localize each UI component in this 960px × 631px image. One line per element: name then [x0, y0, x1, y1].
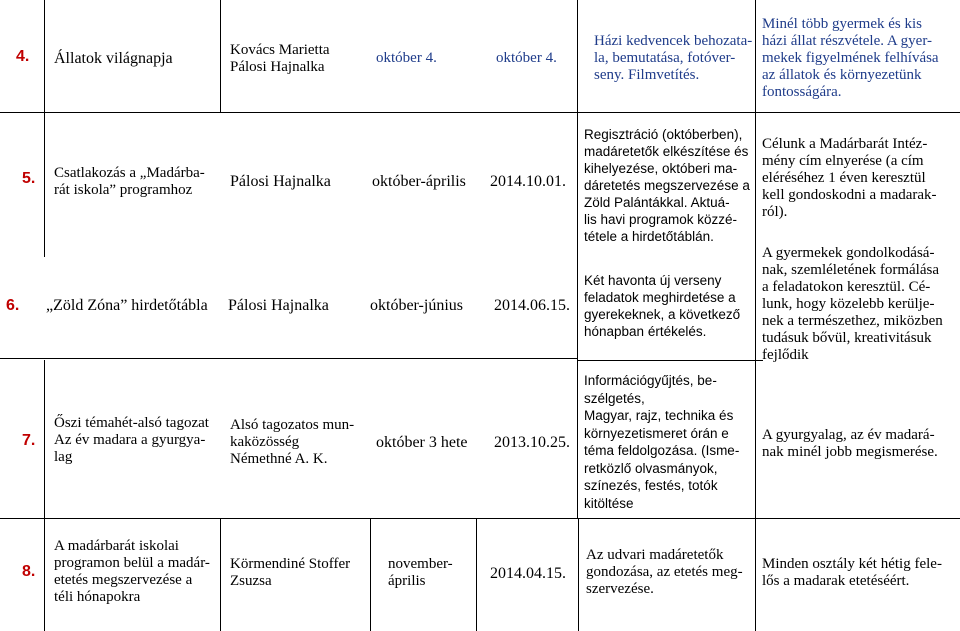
- goal: A gyermekek gondolkodásá- nak, szemléletének formálása a feladatokon keresztül. Cé- lunk, hogy közelebb kerülje- nek a természethez, miközben tudásuk bővül, kreativitásuk fejlődik: [762, 245, 943, 363]
- column-divider: [44, 360, 45, 631]
- owner: Pálosi Hajnalka: [228, 297, 329, 314]
- column-divider: [578, 518, 579, 631]
- column-divider: [755, 518, 756, 631]
- column-divider: [755, 0, 756, 518]
- owner: Körmendiné Stoffer Zsuzsa: [230, 556, 351, 589]
- date: 2014.10.01.: [490, 173, 566, 190]
- row-number: 8.: [22, 563, 36, 580]
- column-divider: [220, 0, 221, 112]
- date: 2013.10.25.: [494, 434, 570, 451]
- row-divider: [0, 112, 960, 113]
- program-title: Állatok világnapja: [54, 50, 173, 67]
- activity: Két havonta új verseny feladatok meghirdetése a gyerekeknek, a következő hónapban értékelés.: [584, 273, 741, 339]
- owner: Pálosi Hajnalka: [230, 173, 331, 190]
- row-number: 4.: [16, 48, 30, 65]
- row-number: 7.: [22, 432, 36, 449]
- row-divider: [0, 518, 960, 519]
- goal: A gyurgyalag, az év madará- nak minél jobb megismerése.: [762, 427, 938, 460]
- activity: Regisztráció (októberben), madáretetők elkészítése és kihelyezése, októberi ma- dáretetés megszervezése a Zöld Palántákkal. Aktuá- lis havi programok közzé- tétele a hirdetőtáblán.: [584, 127, 750, 244]
- program-title: „Zöld Zóna” hirdetőtábla: [46, 297, 208, 314]
- table-row: [0, 360, 960, 518]
- goal: Célunk a Madárbarát Intéz- mény cím elnyerése (a cím eléréséhez 1 éven keresztül kell gondoskodni a madarak- ról).: [762, 136, 937, 220]
- column-divider: [476, 518, 477, 631]
- date: október 4.: [496, 50, 557, 66]
- table-row: [0, 112, 960, 257]
- activity: Házi kedvencek behozata- la, bemutatása, fotóver- seny. Filmvetítés.: [594, 33, 753, 83]
- column-divider: [370, 518, 371, 631]
- date: 2014.04.15.: [490, 565, 566, 582]
- column-divider: [577, 0, 578, 518]
- period: október 4.: [376, 50, 437, 66]
- row-number: 6.: [6, 297, 20, 314]
- goal: Minden osztály két hétig fele- lős a madarak etetéséért.: [762, 556, 942, 589]
- period: október-június: [370, 297, 463, 314]
- table-row: [0, 0, 960, 112]
- column-divider: [220, 518, 221, 631]
- table-row: [0, 518, 960, 631]
- table-row: [0, 245, 960, 363]
- goal: Minél több gyermek és kis házi állat részvétele. A gyer- mekek figyelmének felhívása az állatok és környezetünk fontosságára.: [762, 16, 939, 100]
- row-divider: [0, 358, 577, 359]
- program-title: A madárbarát iskolai programon belül a madár- etetés megszervezése a téli hónapokra: [54, 538, 210, 605]
- row-number: 5.: [22, 170, 36, 187]
- activity: Információgyűjtés, be- szélgetés, Magyar, rajz, technika és környezetismeret órán e téma feldolgozása. (Isme- retközlő olvasmányok, színezés, festés, totók kitöltése: [584, 373, 740, 511]
- row-divider: [577, 360, 763, 361]
- period: október-április: [372, 173, 466, 190]
- owner: Alsó tagozatos mun- kaközösség Némethné A. K.: [230, 417, 355, 467]
- column-divider: [44, 0, 45, 257]
- owner: Kovács Marietta Pálosi Hajnalka: [230, 42, 330, 75]
- activity: Az udvari madáretetők gondozása, az etetés meg- szervezése.: [586, 547, 743, 597]
- date: 2014.06.15.: [494, 297, 570, 314]
- program-title: Őszi témahét-alsó tagozat Az év madara a gyurgya- lag: [54, 415, 209, 465]
- period: november- április: [388, 556, 453, 589]
- period: október 3 hete: [376, 434, 468, 451]
- program-title: Csatlakozás a „Madárba- rát iskola” programhoz: [54, 165, 205, 198]
